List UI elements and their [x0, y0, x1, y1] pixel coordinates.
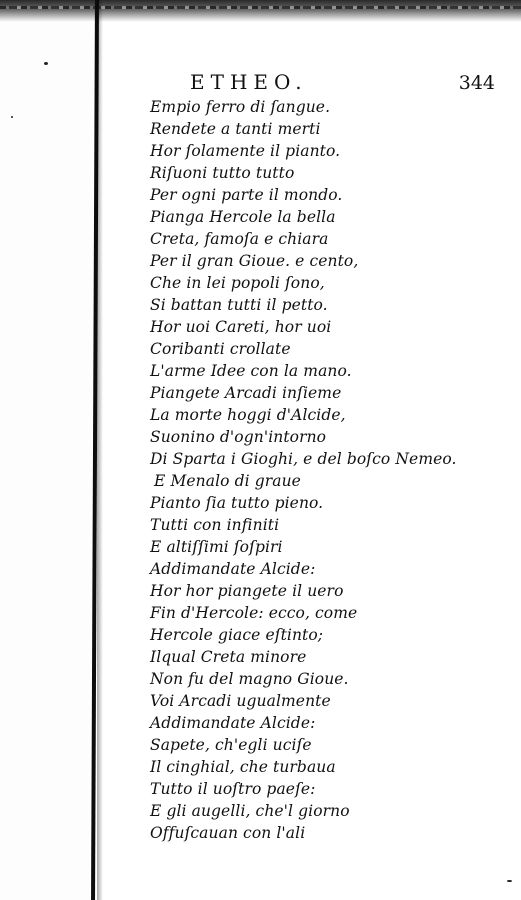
verse-line: Voi Arcadi ugualmente: [150, 692, 331, 710]
verse-line: Coribanti crollate: [150, 340, 291, 358]
ink-speck: [507, 880, 512, 882]
verse-line: Addimandate Alcide:: [150, 560, 316, 578]
verse-line: Hercole giace eſtinto;: [150, 626, 324, 644]
verse-line: Rendete a tanti merti: [150, 120, 321, 138]
verse-line: Hor hor piangete il uero: [150, 582, 344, 600]
verse-line: Pianga Hercole la bella: [150, 208, 336, 226]
page-header: [150, 68, 495, 96]
verse-line: Che in lei popoli ſono,: [150, 274, 325, 292]
verse-line: Riſuoni tutto tutto: [150, 164, 295, 182]
verse-line: Addimandate Alcide:: [150, 714, 316, 732]
verse-line: Sapete, ch'egli uciſe: [150, 736, 312, 754]
page-number: 344: [458, 72, 495, 94]
ink-speck: [11, 116, 13, 118]
verse-text: [150, 96, 490, 844]
verse-line: E gli augelli, che'l giorno: [150, 802, 350, 820]
verse-line: Il cinghial, che turbaua: [150, 758, 336, 776]
verse-line: Hor uoi Careti, hor uoi: [150, 318, 332, 336]
ink-speck: [44, 62, 48, 65]
verse-line: La morte hoggi d'Alcide,: [150, 406, 346, 424]
verse-line: Piangete Arcadi inſieme: [150, 384, 342, 402]
verse-line: Di Sparta i Gioghi, e del boſco Nemeo.: [150, 450, 457, 468]
verse-line: E altiſſimi ſoſpiri: [150, 538, 283, 556]
facing-page-margin: [0, 22, 93, 900]
verse-line: Per ogni parte il mondo.: [150, 186, 343, 204]
verse-line: Hor ſolamente il pianto.: [150, 142, 341, 160]
running-title: ETHEO.: [190, 70, 308, 94]
verse-line: Ilqual Creta minore: [150, 648, 307, 666]
gutter-shadow: [97, 0, 103, 900]
verse-line: Per il gran Gioue. e cento,: [150, 252, 359, 270]
verse-line: Suonino d'ogn'intorno: [150, 428, 327, 446]
verse-line: Offuſcauan con l'ali: [150, 824, 306, 842]
verse-line: Tutto il uoſtro paeſe:: [150, 780, 316, 798]
verse-line: Si battan tutti il petto.: [150, 296, 328, 314]
verse-line: Tutti con infiniti: [150, 516, 280, 534]
verse-line: Non fu del magno Gioue.: [150, 670, 349, 688]
verse-line: L'arme Idee con la mano.: [150, 362, 352, 380]
scan-top-edge: [0, 0, 521, 22]
verse-line: Creta, famoſa e chiara: [150, 230, 329, 248]
verse-line: Empio ferro di ſangue.: [150, 98, 331, 116]
verse-line: Fin d'Hercole: ecco, come: [150, 604, 358, 622]
verse-line: E Menalo di graue: [154, 472, 301, 490]
verse-line: Pianto ſia tutto pieno.: [150, 494, 324, 512]
